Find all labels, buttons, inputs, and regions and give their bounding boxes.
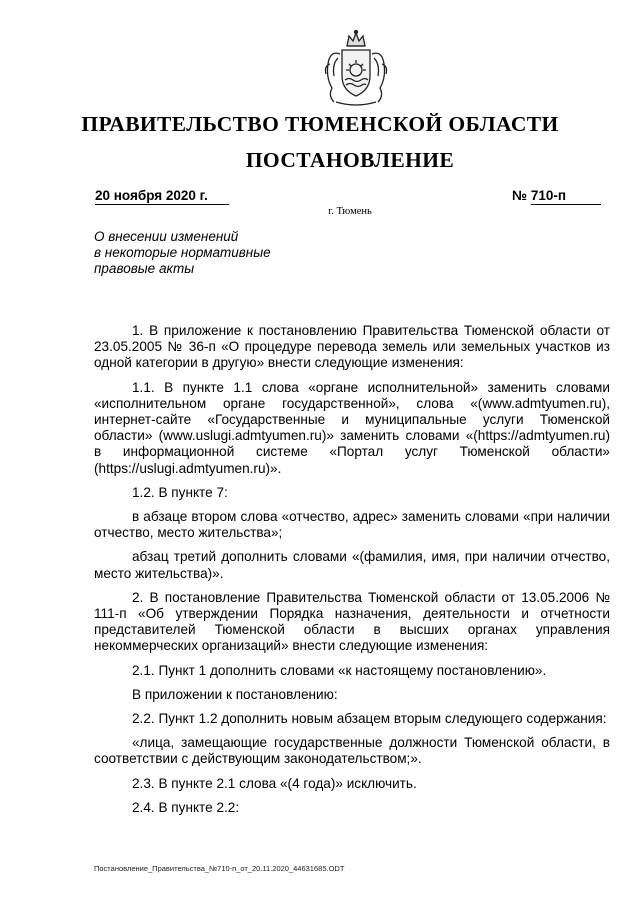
body-paragraph: В приложении к постановлению:	[132, 686, 338, 702]
body-paragraph: 2.2. Пункт 1.2 дополнить новым абзацем вторым следующего содержания:	[132, 711, 607, 727]
number-sign: №	[512, 188, 528, 203]
document-body	[94, 323, 610, 824]
body-paragraph: 1. В приложение к постановлению Правительства Тюменской области от 23.05.2005 № 36-п «О процедуре перевода земель или земельных участков из одной категории в другую» внести следующие изменения:	[94, 323, 610, 371]
body-paragraph: абзац третий дополнить словами «(фамилия, имя, при наличии отчество, место жительства)».	[94, 549, 610, 581]
body-paragraph: 1.1. В пункте 1.1 слова «органе исполнительной» заменить словами «исполнительном органе государственной», слова «(www.admtyumen.ru), интернет-сайте «Государственные и муниципальные услуги Тюменской области» (www.uslugi.admtyumen.ru)» заменить словами «(https://admtyumen.ru) в информационной системе «Портал услуг Тюменской области» (https://uslugi.admtyumen.ru)».	[94, 379, 610, 476]
body-paragraph: 2.4. В пункте 2.2:	[132, 799, 240, 815]
document-type: ПОСТАНОВЛЕНИЕ	[245, 148, 455, 172]
coat-of-arms-icon	[316, 28, 396, 110]
city: г. Тюмень	[328, 206, 372, 217]
body-paragraph: 2.3. В пункте 2.1 слова «(4 года)» исключить.	[132, 775, 417, 791]
subject-line: О внесении изменений	[94, 229, 239, 244]
body-paragraph: «лица, замещающие государственные должности Тюменской области, в соответствии с действующим законодательством;».	[94, 735, 610, 767]
subject-line: в некоторые нормативные	[94, 245, 271, 260]
footer-filename: Постановление_Правительства_№710-п_от_20.11.2020_44631685.ODT	[94, 864, 345, 873]
subject-line: правовые акты	[94, 261, 195, 276]
body-paragraph: 2.1. Пункт 1 дополнить словами «к настоящему постановлению».	[132, 662, 547, 678]
body-paragraph: в абзаце втором слова «отчество, адрес» заменить словами «при наличии отчество, место жительства»;	[94, 509, 610, 541]
document-number	[512, 188, 601, 205]
document-date: 20 ноября 2020 г.	[95, 188, 229, 205]
number-value: 710-п	[531, 188, 601, 205]
document-subject	[94, 229, 314, 277]
body-paragraph: 1.2. В пункте 7:	[132, 484, 228, 500]
body-paragraph: 2. В постановление Правительства Тюменской области от 13.05.2006 № 111-п «Об утверждении Порядка назначения, деятельности и отчетности представителей Тюменской области в высших органах управления некоммерческих организаций» внести следующие изменения:	[94, 589, 610, 654]
government-title: ПРАВИТЕЛЬСТВО ТЮМЕНСКОЙ ОБЛАСТИ	[81, 112, 559, 136]
